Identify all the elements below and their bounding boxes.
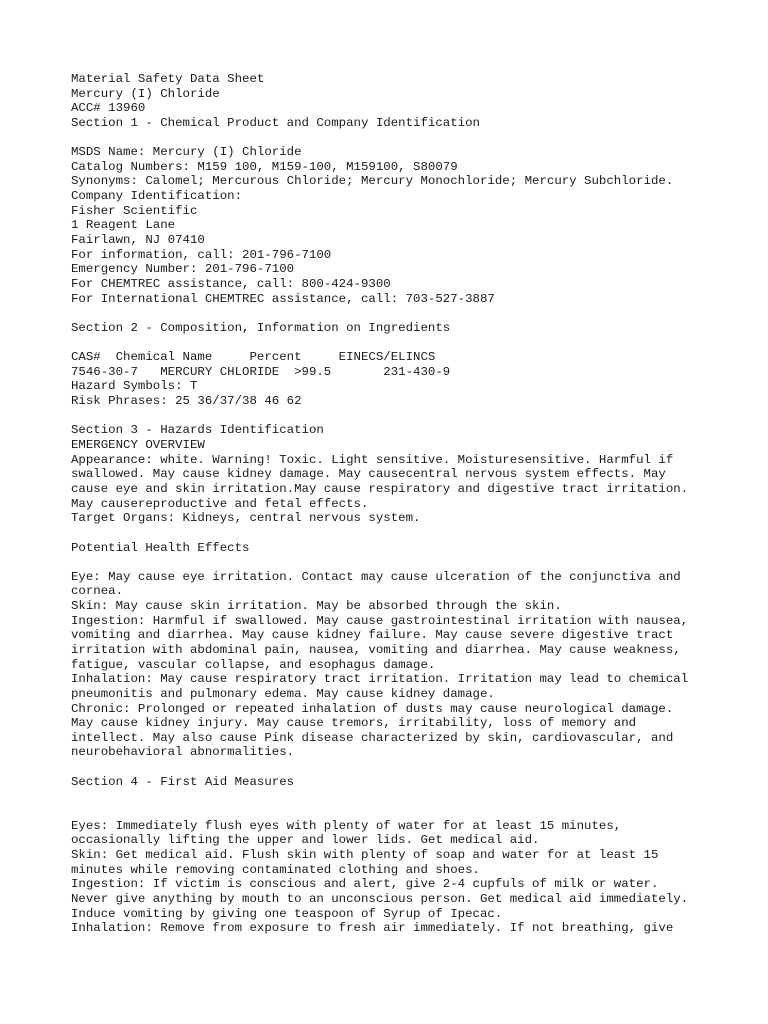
document-line: cause eye and skin irritation.May cause respiratory and digestive tract irritation. [71,481,689,496]
document-line: Eye: May cause eye irritation. Contact may cause ulceration of the conjunctiva and [71,569,681,584]
document-line: cornea. [71,584,124,599]
document-line [71,555,751,570]
document-line: Mercury (I) Chloride [71,86,220,101]
document-line: Synonyms: Calomel; Mercurous Chloride; Mercury Monochloride; Mercury Subchloride. [71,174,674,189]
document-line: Emergency Number: 201-796-7100 [71,262,295,277]
document-line: May cause kidney injury. May cause tremors, irritability, loss of memory and [71,716,637,731]
document-line: 1 Reagent Lane [71,218,176,233]
document-line: Induce vomiting by giving one teaspoon of Syrup of Ipecac. [71,906,503,921]
document-line: Company Identification: [71,189,243,204]
document-line: Inhalation: May cause respiratory tract irritation. Irritation may lead to chemical [71,672,689,687]
document-line: Section 2 - Composition, Information on Ingredients [71,320,451,335]
document-line: fatigue, vascular collapse, and esophagus damage. [71,657,436,672]
document-line: Never give anything by mouth to an unconscious person. Get medical aid immediately. [71,891,689,906]
document-line: Skin: May cause skin irritation. May be absorbed through the skin. [71,599,562,614]
document-line [71,526,751,541]
document-line: Eyes: Immediately flush eyes with plenty of water for at least 15 minutes, [71,818,622,833]
document-line: MSDS Name: Mercury (I) Chloride [71,145,302,160]
document-line: Fisher Scientific [71,203,198,218]
document-line: occasionally lifting the upper and lower lids. Get medical aid. [71,833,540,848]
document-line [71,760,751,775]
document-line [71,306,751,321]
document-line [71,789,751,804]
document-line: Section 3 - Hazards Identification [71,423,324,438]
document-line: Hazard Symbols: T [71,379,198,394]
document-line [71,336,751,351]
document-line: Inhalation: Remove from exposure to fresh air immediately. If not breathing, give [71,921,674,936]
document-line: Ingestion: If victim is conscious and alert, give 2-4 cupfuls of milk or water. [71,877,659,892]
document-line: Chronic: Prolonged or repeated inhalation of dusts may cause neurological damage. [71,701,674,716]
document-line: Ingestion: Harmful if swallowed. May cause gastrointestinal irritation with nausea, [71,613,689,628]
document-line: minutes while removing contaminated clothing and shoes. [71,862,480,877]
document-line: EMERGENCY OVERVIEW [71,438,205,453]
document-line: Section 1 - Chemical Product and Company Identification [71,115,480,130]
msds-document [71,72,751,936]
document-line: vomiting and diarrhea. May cause kidney failure. May cause severe digestive tract [71,628,674,643]
document-line: Skin: Get medical aid. Flush skin with plenty of soap and water for at least 15 [71,847,659,862]
document-line [71,131,751,146]
document-line: 7546-30-7 MERCURY CHLORIDE >99.5 231-430-9 [71,364,451,379]
document-line: swallowed. May cause kidney damage. May causecentral nervous system effects. May [71,467,666,482]
document-line: Risk Phrases: 25 36/37/38 46 62 [71,394,302,409]
document-line: For International CHEMTREC assistance, call: 703-527-3887 [71,291,495,306]
document-line: CAS# Chemical Name Percent EINECS/ELINCS [71,350,436,365]
document-line: For CHEMTREC assistance, call: 800-424-9300 [71,276,391,291]
document-line: Section 4 - First Aid Measures [71,774,295,789]
document-line: For information, call: 201-796-7100 [71,247,332,262]
document-line [71,409,751,424]
document-line: pneumonitis and pulmonary edema. May cause kidney damage. [71,686,495,701]
document-line: May causereproductive and fetal effects. [71,496,369,511]
document-line: Fairlawn, NJ 07410 [71,233,205,248]
document-line: ACC# 13960 [71,101,146,116]
document-line: intellect. May also cause Pink disease characterized by skin, cardiovascular, and [71,730,674,745]
document-line: neurobehavioral abnormalities. [71,745,295,760]
document-line: Catalog Numbers: M159 100, M159-100, M159100, S80079 [71,159,458,174]
document-line: Appearance: white. Warning! Toxic. Light sensitive. Moisturesensitive. Harmful if [71,452,674,467]
document-line [71,804,751,819]
document-line: Potential Health Effects [71,540,250,555]
document-line: irritation with abdominal pain, nausea, vomiting and diarrhea. May cause weakness, [71,642,681,657]
document-line: Material Safety Data Sheet [71,72,265,86]
document-line: Target Organs: Kidneys, central nervous system. [71,511,421,526]
